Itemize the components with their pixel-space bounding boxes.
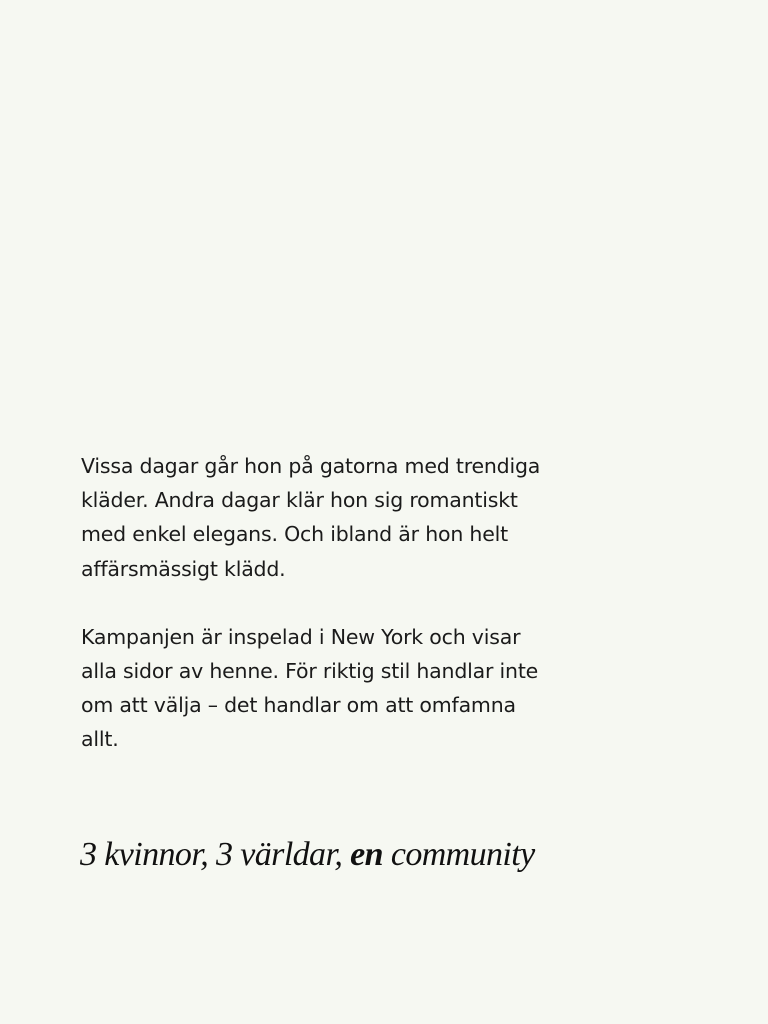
section-heading	[80, 836, 535, 874]
section-heading-emphasis: en	[350, 836, 383, 873]
section-heading-part-2: community	[382, 836, 535, 873]
article-paragraph-campaign: Kampanjen är inspelad i New York och visar alla sidor av henne. För riktig stil handlar inte om att välja – det handlar om att omfamna allt.	[81, 624, 539, 752]
article-paragraph-intro: Vissa dagar går hon på gatorna med trendiga kläder. Andra dagar klär hon sig romantiskt med enkel elegans. Och ibland är hon helt affärsmässigt klädd.	[81, 454, 541, 581]
article-body	[81, 449, 541, 757]
section-heading-part-1: 3 kvinnor, 3 världar,	[80, 836, 351, 873]
